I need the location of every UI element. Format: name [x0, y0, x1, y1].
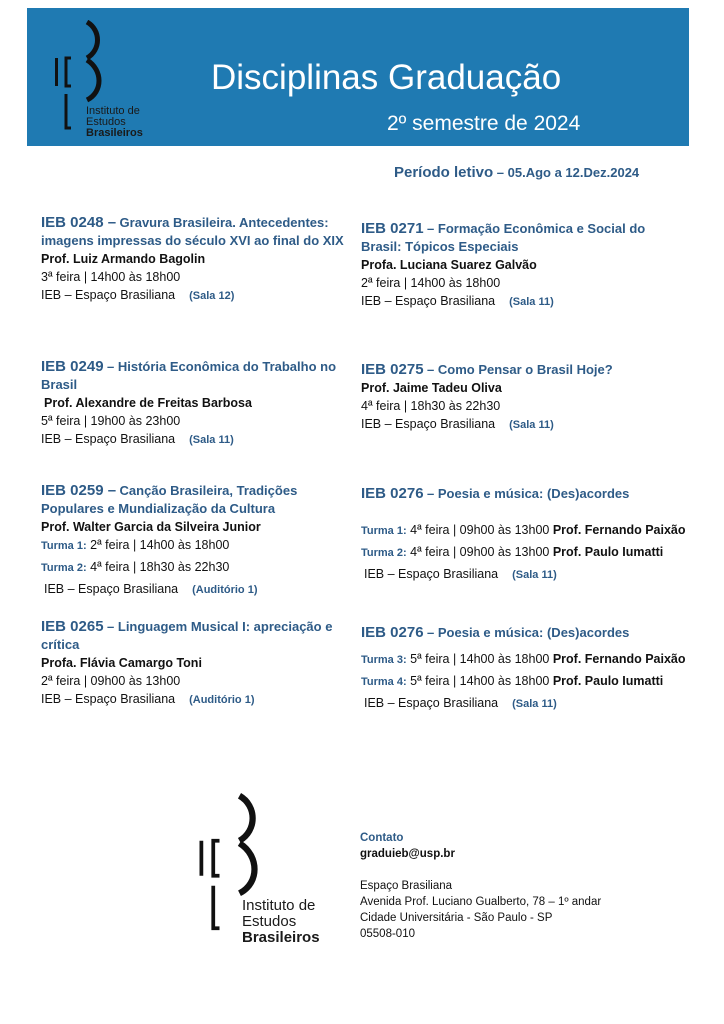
course-code: IEB 0271	[361, 220, 424, 237]
course-professor: Profa. Luciana Suarez Galvão	[361, 258, 537, 272]
course-title: – Como Pensar o Brasil Hoje?	[427, 362, 613, 377]
logo-line2: Estudos	[86, 116, 126, 128]
course-code: IEB 0259 –	[41, 482, 117, 499]
course-schedule: 3ª feira | 14h00 às 18h00	[41, 270, 181, 284]
course-title: – Linguagem Musical I: apreciação e crítica	[41, 619, 333, 652]
turma-label: Turma 1:	[41, 540, 87, 552]
course-schedule: 2ª feira | 14h00 às 18h00	[361, 276, 501, 290]
course-room: (Sala 11)	[512, 698, 557, 710]
turma-schedule: 4ª feira | 18h30 às 22h30	[90, 560, 230, 574]
course-code: IEB 0276	[361, 485, 424, 502]
turma-schedule: 4ª feira | 09h00 às 13h00	[410, 523, 550, 537]
course-schedule: 5ª feira | 19h00 às 23h00	[41, 414, 181, 428]
turma-label: Turma 2:	[41, 562, 87, 574]
course-room: (Auditório 1)	[189, 694, 255, 706]
header-banner	[27, 8, 689, 146]
page-title: Disciplinas Graduação	[211, 58, 562, 97]
turma-schedule: 5ª feira | 14h00 às 18h00	[410, 674, 550, 688]
course-place: IEB – Espaço Brasiliana	[41, 432, 176, 446]
course-ieb0275	[361, 361, 681, 434]
course-ieb0265	[41, 618, 361, 709]
course-code: IEB 0265	[41, 618, 104, 635]
course-schedule: 2ª feira | 09h00 às 13h00	[41, 674, 181, 688]
course-place: IEB – Espaço Brasiliana	[364, 567, 499, 581]
contact-label: Contato	[360, 832, 404, 844]
course-professor: Prof. Jaime Tadeu Oliva	[361, 381, 502, 395]
logo-line1: Instituto de	[86, 105, 140, 117]
turma-professor: Prof. Paulo Iumatti	[552, 674, 664, 688]
footer-logo-line1: Instituto de	[242, 897, 316, 914]
turma-schedule: 4ª feira | 09h00 às 13h00	[410, 545, 550, 559]
contact-place: Espaço Brasiliana	[360, 880, 453, 892]
period-line	[394, 164, 639, 182]
course-code: IEB 0275	[361, 361, 424, 378]
turma-label: Turma 4:	[361, 676, 407, 688]
course-place: IEB – Espaço Brasiliana	[361, 294, 496, 308]
course-room: (Sala 11)	[509, 296, 554, 308]
course-title: Canção Brasileira, Tradições Populares e Mundialização da Cultura	[41, 483, 298, 516]
turma-professor: Prof. Fernando Paixão	[552, 523, 686, 537]
contact-zip: 05508-010	[360, 928, 415, 940]
course-title: – Poesia e música: (Des)acordes	[427, 625, 630, 640]
course-ieb0276-a	[361, 485, 701, 584]
course-title: Gravura Brasileira. Antecedentes: imagens impressas do século XVI ao final do XIX	[41, 215, 344, 248]
course-schedule: 4ª feira | 18h30 às 22h30	[361, 399, 501, 413]
course-title: – História Econômica do Trabalho no Brasil	[41, 359, 337, 392]
course-ieb0259	[41, 482, 361, 599]
course-room: (Sala 12)	[189, 290, 235, 302]
footer-ieb-logo	[192, 792, 342, 952]
course-code: IEB 0249	[41, 358, 104, 375]
course-room: (Auditório 1)	[192, 584, 258, 596]
course-ieb0249	[41, 358, 361, 449]
course-place: IEB – Espaço Brasiliana	[364, 696, 499, 710]
footer-logo-line2: Estudos	[242, 913, 297, 930]
turma-label: Turma 1:	[361, 525, 407, 537]
logo-line3: Brasileiros	[86, 127, 143, 139]
contact-city: Cidade Universitária - São Paulo - SP	[360, 912, 553, 924]
course-ieb0271	[361, 220, 681, 311]
course-ieb0248	[41, 214, 361, 305]
course-place: IEB – Espaço Brasiliana	[41, 288, 176, 302]
contact-address: Avenida Prof. Luciano Gualberto, 78 – 1º andar	[360, 896, 602, 908]
turma-professor: Prof. Fernando Paixão	[552, 652, 686, 666]
course-place: IEB – Espaço Brasiliana	[44, 582, 179, 596]
course-title: – Formação Econômica e Social do Brasil: Tópicos Especiais	[361, 221, 646, 254]
course-professor: Prof. Luiz Armando Bagolin	[41, 252, 206, 266]
course-room: (Sala 11)	[189, 434, 234, 446]
period-dates: – 05.Ago a 12.Dez.2024	[493, 165, 640, 180]
course-code: IEB 0248 –	[41, 214, 117, 231]
ieb-logo	[49, 20, 169, 140]
turma-professor: Prof. Paulo Iumatti	[552, 545, 664, 559]
course-professor: Prof. Walter Garcia da Silveira Junior	[41, 520, 261, 534]
contact-email[interactable]: graduieb@usp.br	[360, 848, 455, 860]
contact-block	[360, 830, 601, 942]
footer-logo-line3: Brasileiros	[242, 929, 320, 946]
turma-schedule: 2ª feira | 14h00 às 18h00	[90, 538, 230, 552]
course-code: IEB 0276	[361, 624, 424, 641]
course-place: IEB – Espaço Brasiliana	[41, 692, 176, 706]
course-place: IEB – Espaço Brasiliana	[361, 417, 496, 431]
period-label: Período letivo	[394, 164, 494, 181]
course-professor: Profa. Flávia Camargo Toni	[41, 656, 202, 670]
course-professor: Prof. Alexandre de Freitas Barbosa	[44, 396, 252, 410]
course-title: – Poesia e música: (Des)acordes	[427, 486, 630, 501]
turma-schedule: 5ª feira | 14h00 às 18h00	[410, 652, 550, 666]
turma-label: Turma 3:	[361, 654, 407, 666]
page-subtitle: 2º semestre de 2024	[387, 112, 581, 135]
course-room: (Sala 11)	[512, 569, 557, 581]
turma-label: Turma 2:	[361, 547, 407, 559]
course-room: (Sala 11)	[509, 419, 554, 431]
course-ieb0276-b	[361, 624, 701, 713]
